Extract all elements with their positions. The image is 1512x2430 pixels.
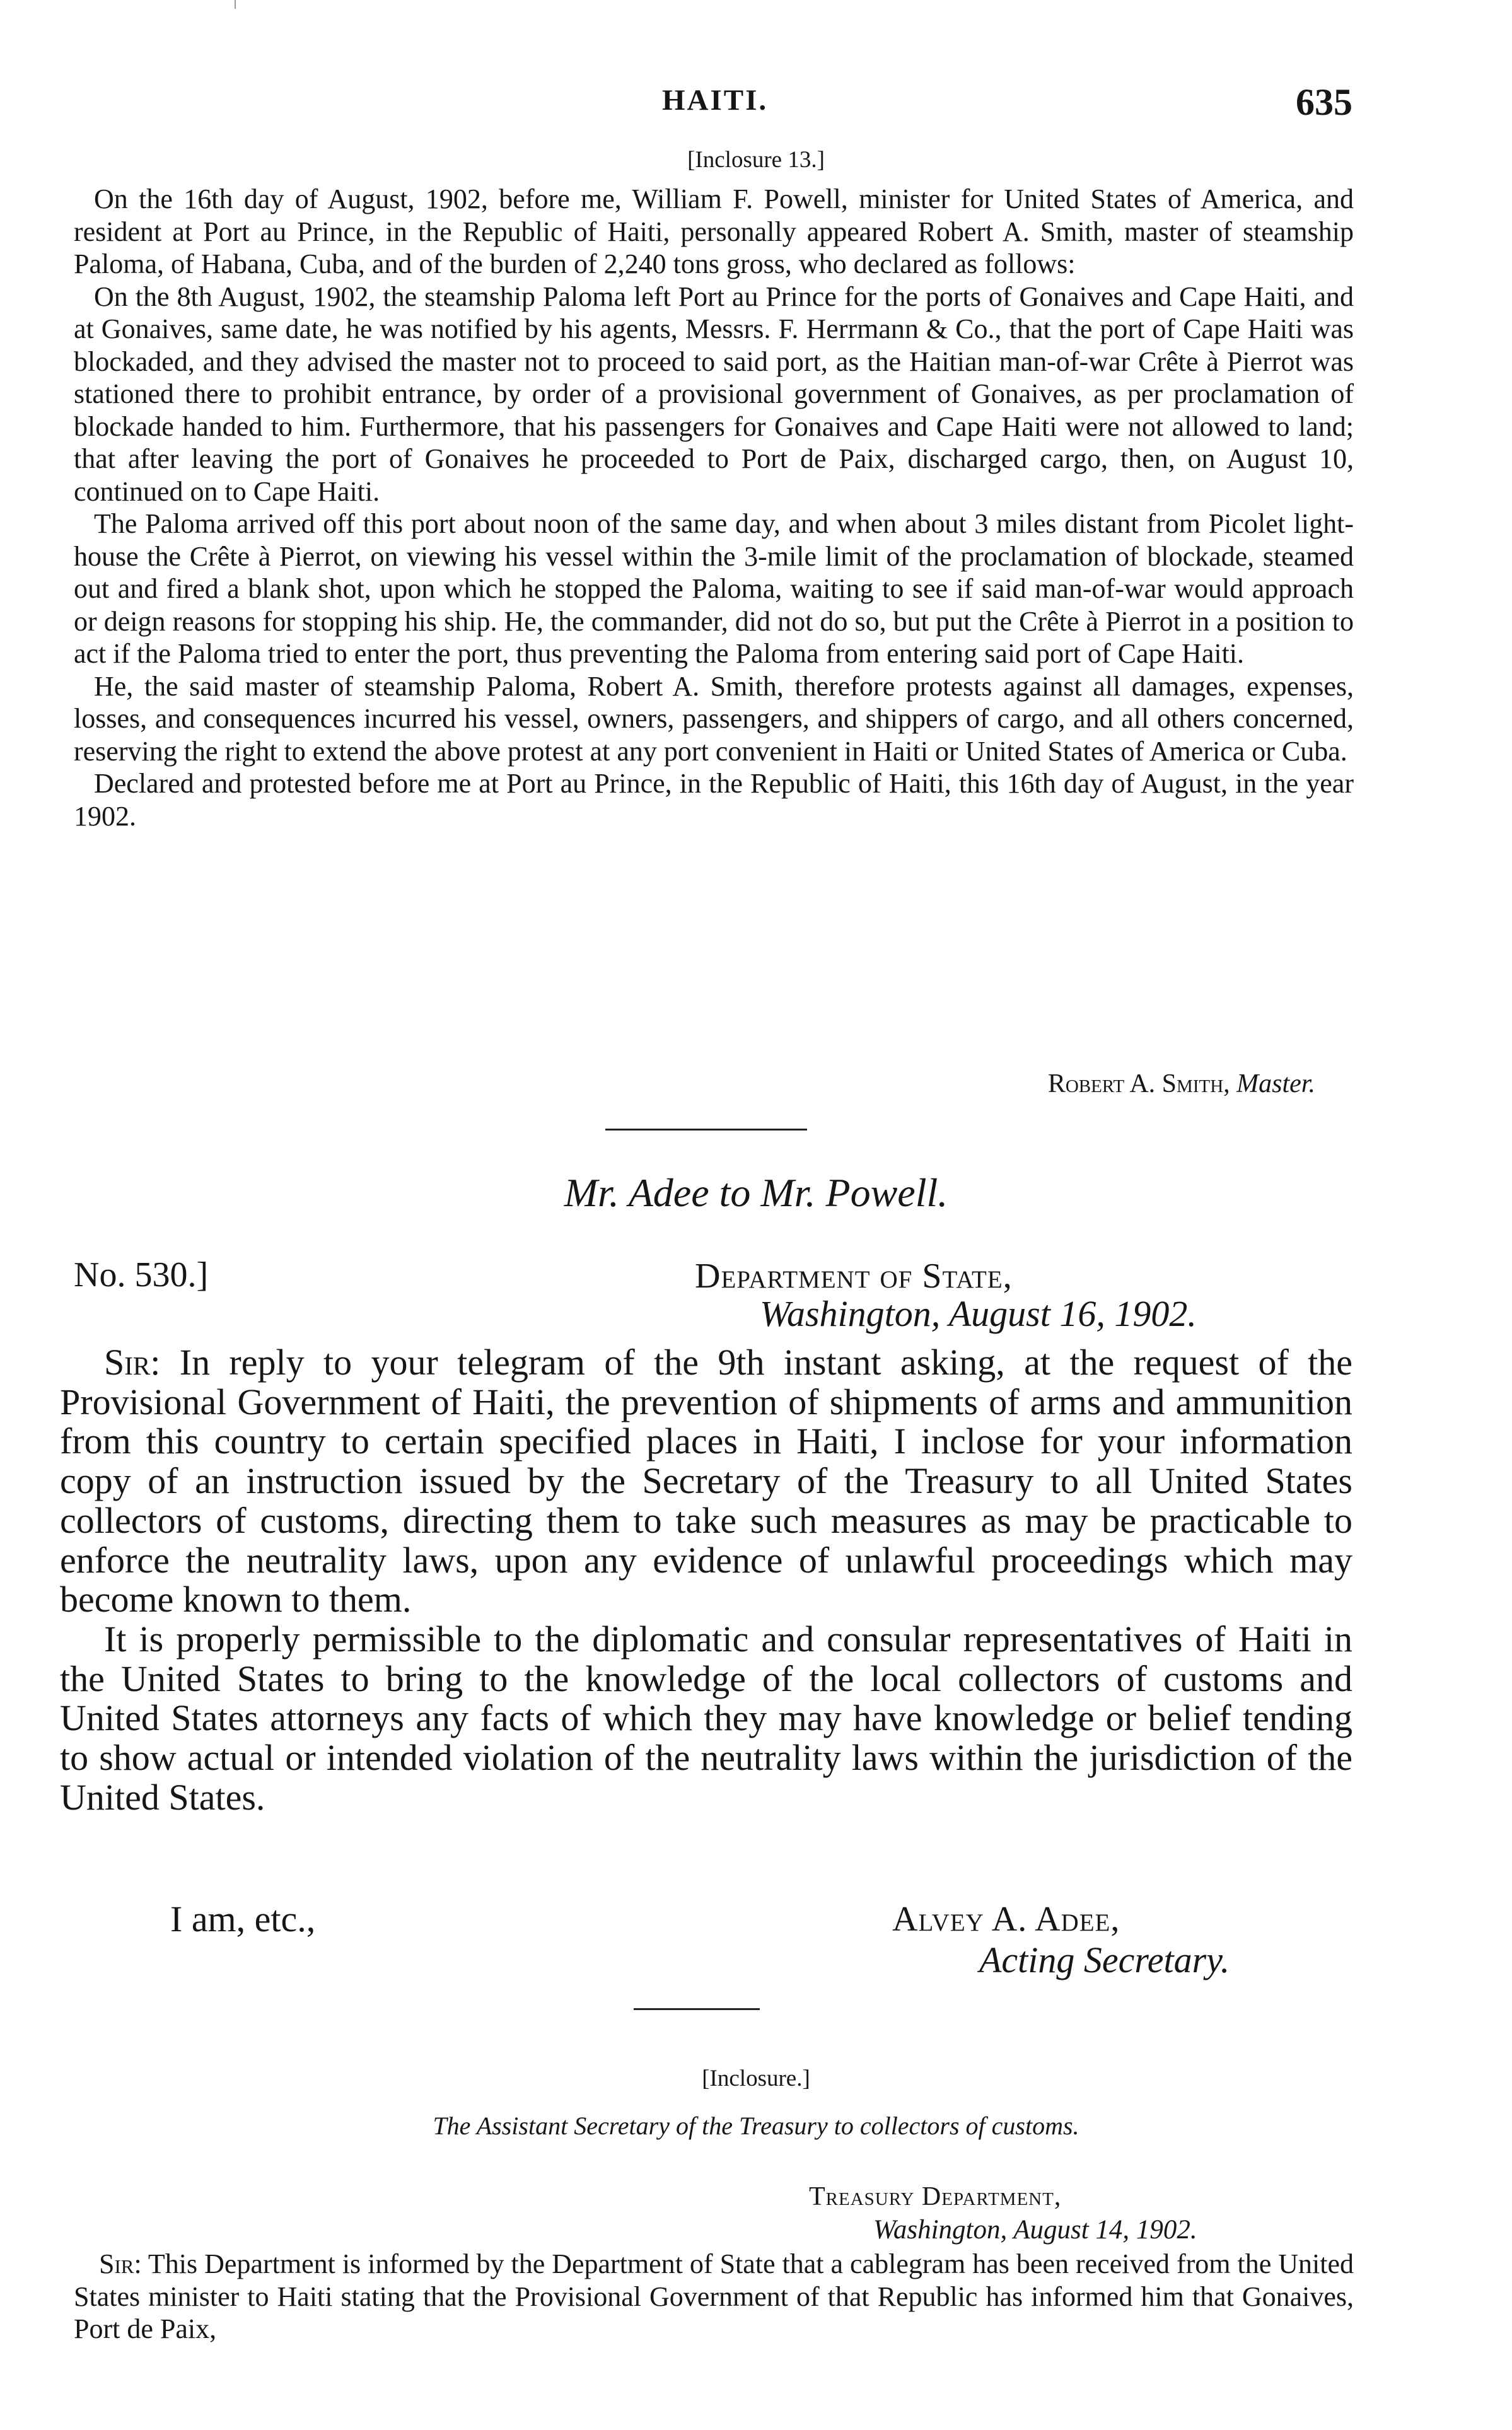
treasury-department: Treasury Department, [809,2182,1062,2211]
treasury-paragraph-text: This Department is informed by the Department of State that a cablegram has been received from the United States minister to Haiti stating that the Provisional Government of that Republic has informed him that Gonaives, Port de Paix, [74,2248,1354,2344]
letter-body [60,1343,1352,1817]
letter-department: Department of State, [695,1257,1013,1296]
deposition-paragraph: On the 8th August, 1902, the steamship Paloma left Port au Prince for the ports of Gonaives and Cape Haiti, and at Gonaives, same date, he was notified by his agents, Messrs. F. Herrmann & Co., that the port of Cape Haiti was blockaded, and they advised the master not to proceed to said port, as the Haitian man-of-war Crête à Pierrot was stationed there to prohibit entrance, by order of a provisional government of Gonaives, as per proclamation of blockade handed to him. Furthermore, that his passengers for Gonaives and Cape Haiti were not allowed to land; that after leaving the port of Gonaives he proceeded to Port de Paix, discharged cargo, then, on August 10, continued on to Cape Haiti. [74,281,1354,507]
master-signature-title: Master. [1236,1069,1315,1098]
treasury-paragraph [74,2248,1354,2346]
letter-heading: Mr. Adee to Mr. Powell. [564,1170,948,1215]
deposition-paragraph: He, the said master of steamship Paloma, Robert A. Smith, therefore protests against all damages, expenses, losses, and consequences incurred his vessel, owners, passengers, and shippers of cargo, and all others concerned, reserving the right to extend the above protest at any port convenient in Haiti or United States of America or Cuba. [74,670,1354,767]
inclosure-title: The Assistant Secretary of the Treasury to collectors of customs. [433,2112,1079,2140]
section-divider [605,1129,807,1131]
letter-number: No. 530.] [74,1255,209,1294]
letter-paragraph: It is properly permissible to the diplomatic and consular representatives of Haiti in the United States to bring to the knowledge of the local collectors of customs and United States attorneys any facts of which they may have knowledge or belief tending to show actual or intended violation of the neutrality laws within the jurisdiction of the United States. [60,1618,1352,1818]
letter-paragraph [60,1343,1352,1620]
treasury-salutation: Sir: [99,2248,142,2279]
deposition-text [74,183,1354,832]
scan-mark [235,0,236,9]
adee-signature-title: Acting Secretary. [979,1939,1230,1980]
adee-signature-name: Alvey A. Adee, [892,1900,1120,1939]
deposition-paragraph: Declared and protested before me at Port au Prince, in the Republic of Haiti, this 16th day of August, in the year 1902. [74,768,1354,832]
deposition-paragraph: The Paloma arrived off this port about noon of the same day, and when about 3 miles distant from Picolet light-house the Crête à Pierrot, on viewing his vessel within the 3-mile limit of the proclamation of blockade, steamed out and fired a blank shot, upon which he stopped the Paloma, waiting to see if said man-of-war would approach or deign reasons for stopping his ship. He, the commander, did not do so, but put the Crête à Pierrot in a position to act if the Paloma tried to enter the port, thus preventing the Paloma from entering said port of Cape Haiti. [74,508,1354,669]
deposition-paragraph: On the 16th day of August, 1902, before me, William F. Powell, minister for United States of America, and resident at Port au Prince, in the Republic of Haiti, personally appeared Robert A. Smith, master of steamship Paloma, of Habana, Cuba, and of the burden of 2,240 tons gross, who declared as follows: [74,183,1354,279]
treasury-place-date: Washington, August 14, 1902. [873,2215,1197,2245]
letter-paragraph-text: In reply to your telegram of the 9th instant asking, at the request of the Provisional Government of Haiti, the prevention of shipments of arms and ammunition from this country to certain specified places in Haiti, I inclose for your information copy of an instruction issued by the Secretary of the Treasury to all United States collectors of customs, directing them to take such measures as may be practicable to enforce the neutrality laws, upon any evidence of unlawful proceedings which may become known to them. [60,1342,1353,1620]
letter-place-date: Washington, August 16, 1902. [760,1293,1197,1334]
page-number: 635 [1296,81,1352,123]
letter-salutation: Sir: [104,1342,161,1383]
letter-closing: I am, etc., [170,1898,316,1939]
master-signature [1048,1069,1315,1099]
inclosure-label: [Inclosure.] [702,2066,810,2091]
running-title: HAITI. [662,84,769,117]
master-signature-name: Robert A. Smith, [1047,1069,1230,1098]
treasury-body [74,2248,1354,2346]
section-divider [634,2008,760,2010]
inclosure-13-label: [Inclosure 13.] [687,147,825,173]
